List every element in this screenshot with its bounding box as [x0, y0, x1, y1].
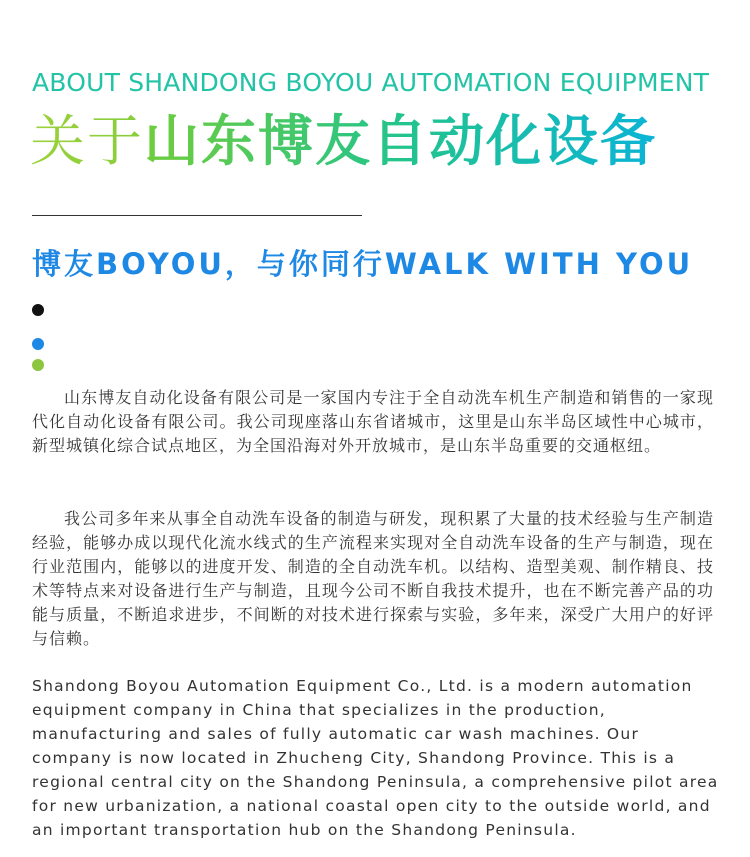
- page-title-prefix: 关于: [30, 109, 145, 173]
- intro-paragraph-zh-2: 我公司多年来从事全自动洗车设备的制造与研发，现积累了大量的技术经验与生产制造经验，能够办成以现代化流水线式的生产流程来实现对全自动洗车设备的生产与制造，现在行业范围内，能够以的进度开发、制造的全自动洗车机。以结构、造型美观、制作精良、技术等特点来对设备进行生产与制造，且现今公司不断自我技术提升，也在不断完善产品的功能与质量，不断追求进步，不间断的对技术进行探索与实验，多年来，深受广大用户的好评与信赖。: [32, 509, 714, 648]
- title-divider: [32, 215, 362, 216]
- intro-paragraph-en: Shandong Boyou Automation Equipment Co., Ltd. is a modern automation equipment company in China that specializes in the production, manufacturing and sales of fully automatic car wash machines. Our company is now located in Zhucheng City, Shandong Province. This is a regional central city on the Shandong Peninsula, a comprehensive pilot area for new urbanization, a national coastal open city to the outside world, and an important transportation hub on the Shandong Peninsula.: [32, 677, 719, 839]
- slogan-heading: 博友BOYOU，与你同行WALK WITH YOU: [32, 247, 694, 281]
- decorative-dot-green: [32, 359, 44, 371]
- intro-paragraph-zh-1: 山东博友自动化设备有限公司是一家国内专注于全自动洗车机生产制造和销售的一家现代化自动化设备有限公司。我公司现座落山东省诸城市，这里是山东半岛区域性中心城市，新型城镇化综合试点地区，为全国沿海对外开放城市，是山东半岛重要的交通枢纽。: [32, 388, 714, 455]
- page-title-company: 山东博友自动化设备: [144, 109, 658, 173]
- page-subtitle-en: ABOUT SHANDONG BOYOU AUTOMATION EQUIPMENT: [32, 68, 710, 97]
- decorative-dot-black: [32, 304, 44, 316]
- decorative-dot-blue: [32, 338, 44, 350]
- page-title: [30, 108, 657, 174]
